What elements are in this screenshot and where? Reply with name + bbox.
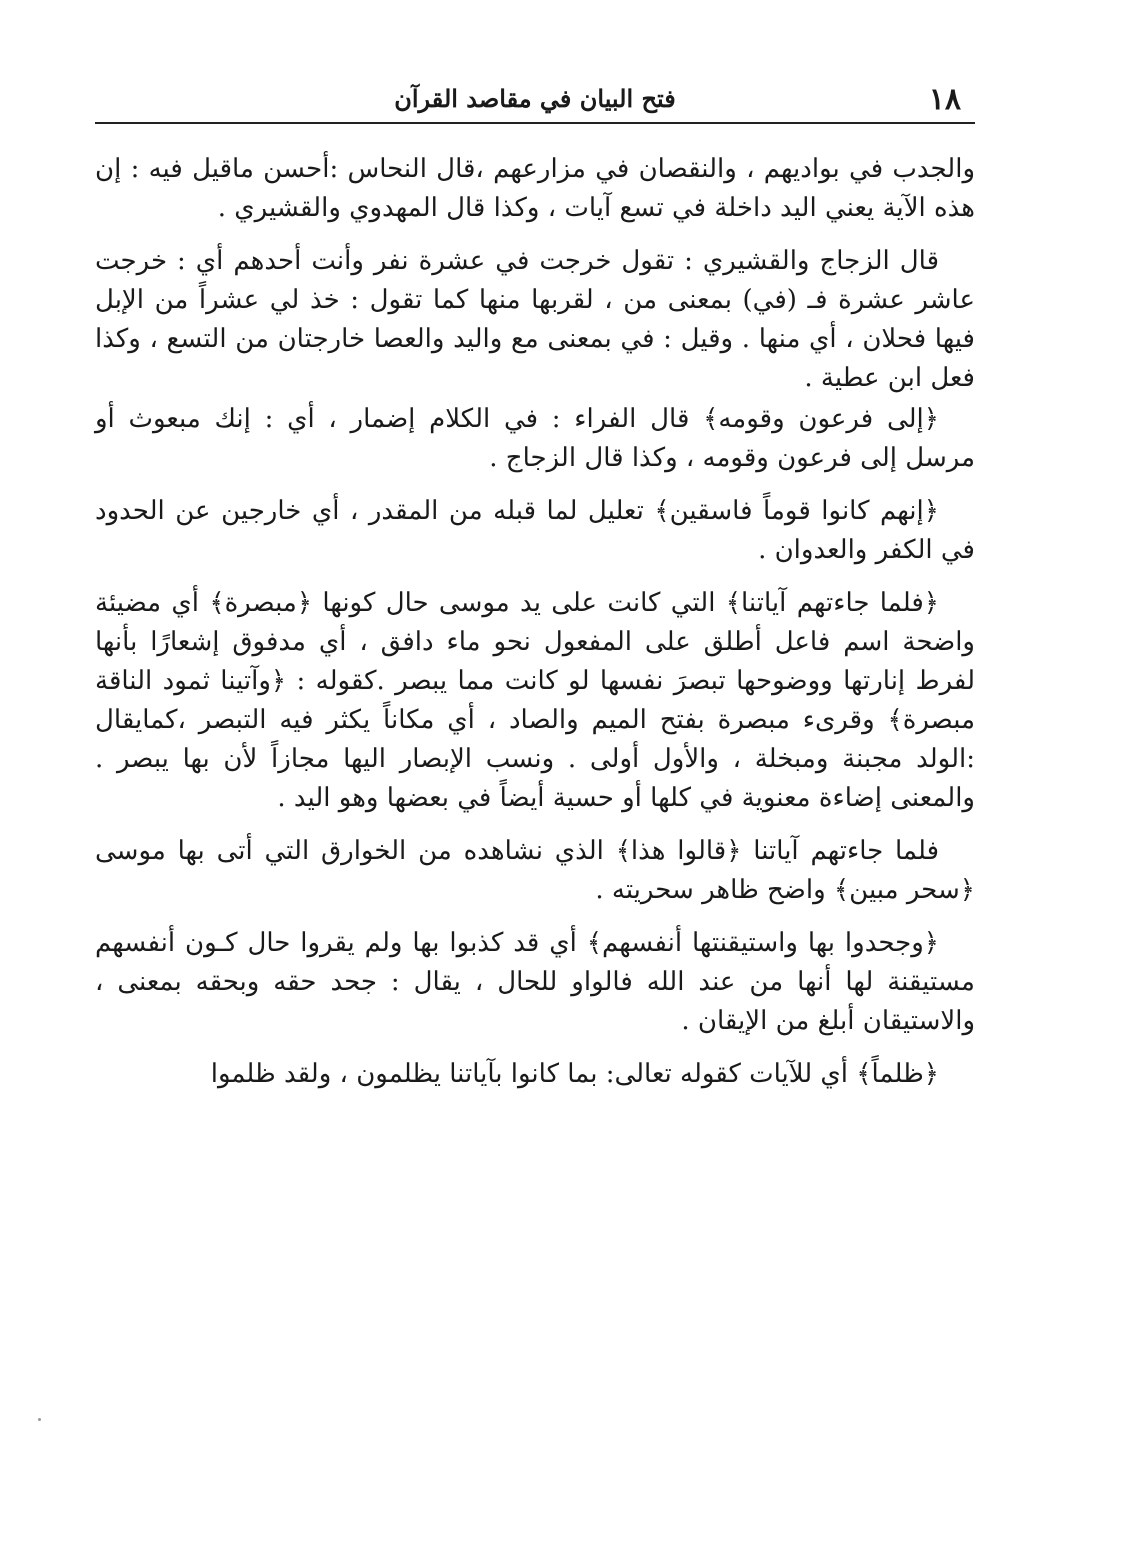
scan-speck: [38, 1418, 41, 1421]
paragraph: والجدب في بواديهم ، والنقصان في مزارعهم ،قال النحاس :أحسن ماقيل فيه : إن هذه الآية يعني اليد داخلة في تسع آيات ، وكذا قال المهدوي والقشيري .: [95, 154, 975, 223]
page-header: [95, 70, 975, 124]
paragraph: ﴿إلى فرعون وقومه﴾ قال الفراء : في الكلام إضمار ، أي : إنك مبعوث أو مرسل إلى فرعون وقومه ، وكذا قال الزجاج .: [95, 404, 975, 473]
paragraph: ﴿فلما جاءتهم آياتنا﴾ التي كانت على يد موسى حال كونها ﴿مبصرة﴾ أي مضيئة واضحة اسم فاعل أطلق على المفعول نحو ماء دافق ، أي مدفوق إشعارًا بأنها لفرط إنارتها ووضوحها تبصرَ نفسها لو كانت مما يبصر .كقوله : ﴿وآتينا ثمود الناقة مبصرة﴾ وقرىء مبصرة بفتح الميم والصاد ، أي مكاناً يكثر فيه التبصر ،كمايقال :الولد مجبنة ومبخلة ، والأول أولى . ونسب الإبصار اليها مجازاً لأن بها يبصر . والمعنى إضاءة معنوية في كلها أو حسية أيضاً في بعضها وهو اليد .: [95, 588, 975, 813]
running-title: فتح البيان في مقاصد القرآن: [394, 84, 676, 113]
paragraph: فلما جاءتهم آياتنا ﴿قالوا هذا﴾ الذي نشاهده من الخوارق التي أتى بها موسى ﴿سحر مبين﴾ واضح ظاهر سحريته .: [95, 836, 975, 905]
paragraph: قال الزجاج والقشيري : تقول خرجت في عشرة نفر وأنت أحدهم أي : خرجت عاشر عشرة فـ (في) بمعنى من ، لقربها منها كما تقول : خذ لي عشراً من الإبل فيها فحلان ، أي منها . وقيل : في بمعنى مع واليد والعصا خارجتان من التسع ، وكذا فعل ابن عطية .: [95, 246, 975, 393]
page-number: ١٨: [928, 82, 961, 117]
body-text: [95, 150, 975, 1094]
paragraph: ﴿ظلماً﴾ أي للآيات كقوله تعالى: بما كانوا بآياتنا يظلمون ، ولقد ظلموا: [210, 1059, 939, 1089]
document-page: [95, 70, 975, 1108]
paragraph: ﴿إنهم كانوا قوماً فاسقين﴾ تعليل لما قبله من المقدر ، أي خارجين عن الحدود في الكفر والعدوان .: [95, 496, 975, 565]
paragraph: ﴿وجحدوا بها واستيقنتها أنفسهم﴾ أي قد كذبوا بها ولم يقروا حال كـون أنفسهم مستيقنة لها أنها من عند الله فالواو للحال ، يقال : جحد حقه وبحقه بمعنى ، والاستيقان أبلغ من الإيقان .: [95, 928, 975, 1036]
